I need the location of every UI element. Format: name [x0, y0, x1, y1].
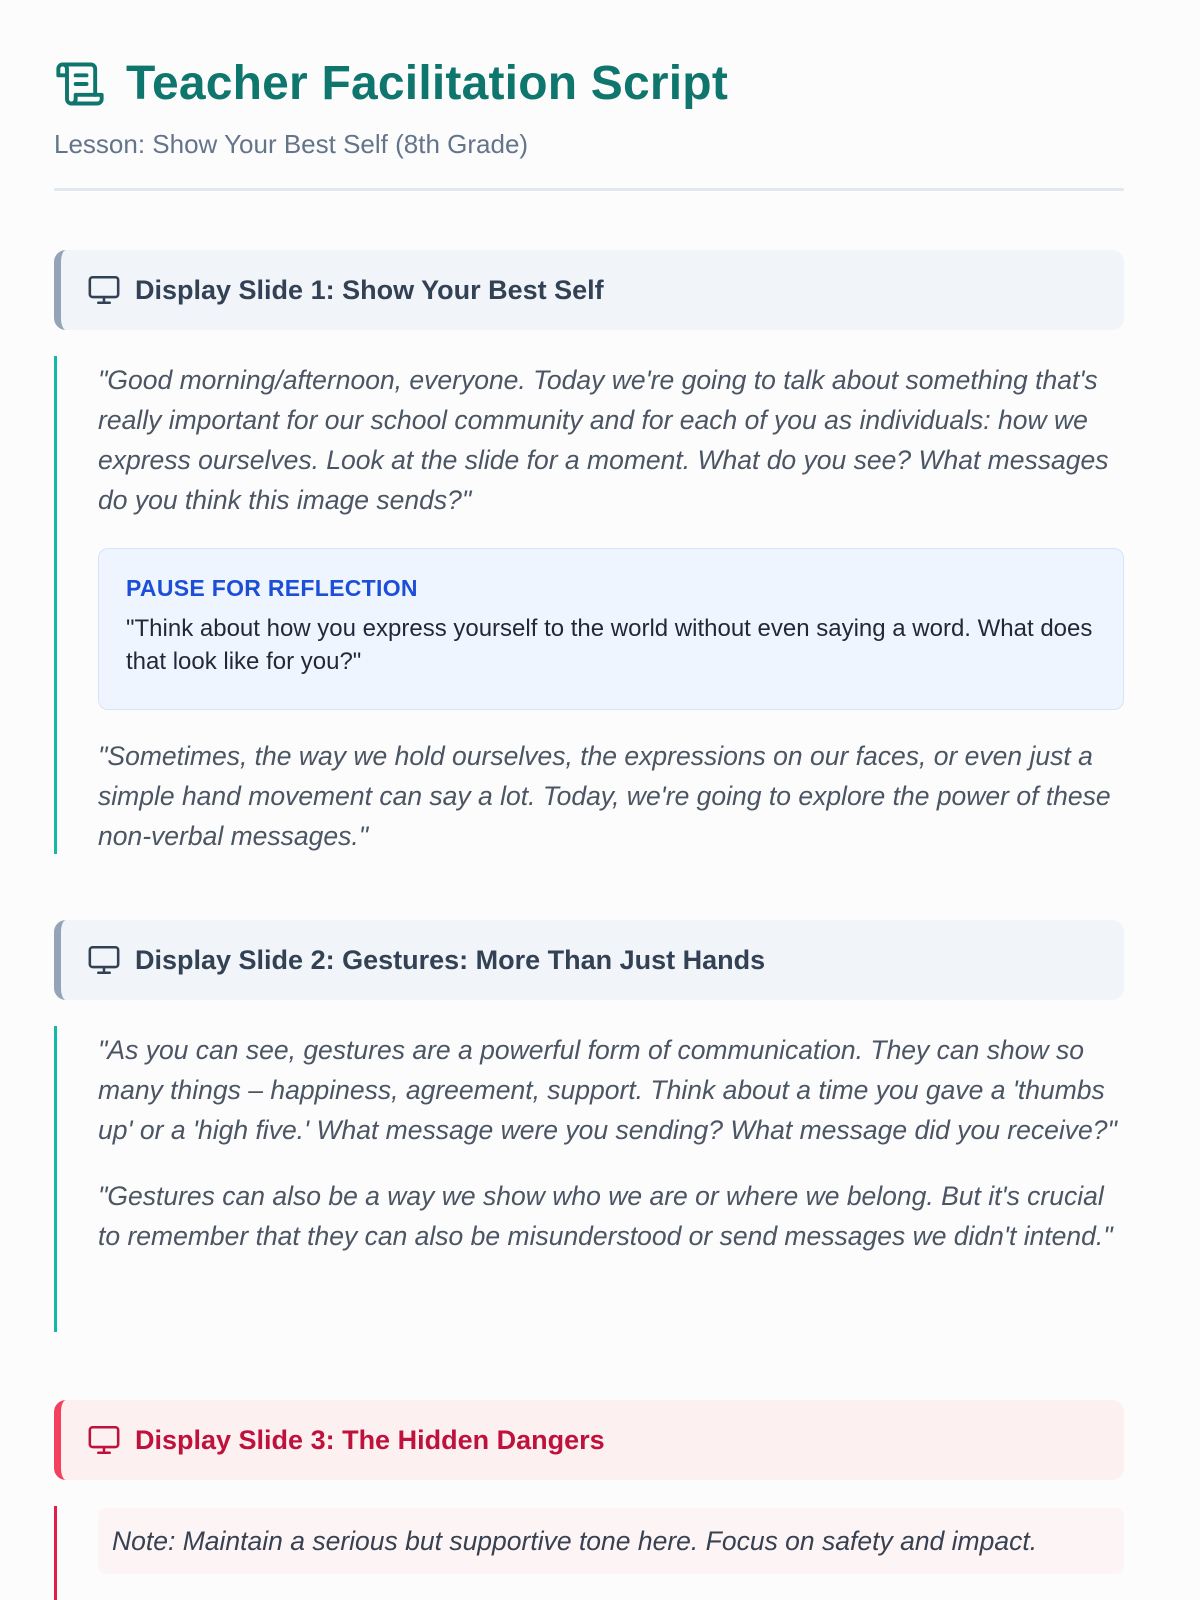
- header-divider: [54, 188, 1124, 191]
- monitor-icon: [87, 943, 121, 977]
- slide-2-quote-2: "Gestures can also be a way we show who we are or where we belong. But it's crucial to remember that they can also be misunderstood or send messages we didn't intend.": [98, 1181, 1113, 1251]
- page-title: Teacher Facilitation Script: [126, 57, 729, 110]
- pause-for-reflection-box: [98, 548, 1124, 710]
- slide-3-script: [54, 1506, 1124, 1600]
- slide-1-header: [54, 250, 1124, 330]
- slide-1-quote-1: "Good morning/afternoon, everyone. Today we're going to talk about something that's really important for our school community and for each of you as individuals: how we express ourselves. Look at the slide for a moment. What do you see? What messages do you think this image sends?": [98, 365, 1109, 515]
- monitor-icon: [87, 1423, 121, 1457]
- pause-label: PAUSE FOR REFLECTION: [126, 575, 418, 601]
- monitor-icon: [87, 273, 121, 307]
- slide-2-title: Display Slide 2: Gestures: More Than Just Hands: [135, 944, 766, 975]
- slide-2-script: [54, 1026, 1124, 1332]
- lesson-subtitle: Lesson: Show Your Best Self (8th Grade): [54, 129, 529, 159]
- scroll-icon: [54, 58, 106, 110]
- page-header: [54, 0, 1124, 191]
- title-row: [54, 56, 1124, 111]
- tone-note: Note: Maintain a serious but supportive tone here. Focus on safety and impact.: [98, 1508, 1124, 1574]
- slide-3-title: Display Slide 3: The Hidden Dangers: [135, 1424, 605, 1455]
- slide-2-quote-1: "As you can see, gestures are a powerful form of communication. They can show so many things – happiness, agreement, support. Think about a time you gave a 'thumbs up' or a 'high five.' What message were you sending? What message did you receive?": [98, 1035, 1117, 1145]
- slide-1-title: Display Slide 1: Show Your Best Self: [135, 274, 604, 305]
- slide-3-header: [54, 1400, 1124, 1480]
- slide-1-script: [54, 356, 1124, 854]
- slide-1-quote-2: "Sometimes, the way we hold ourselves, the expressions on our faces, or even just a simple hand movement can say a lot. Today, we're going to explore the power of these non-verbal messages.": [98, 741, 1111, 851]
- slide-2-header: [54, 920, 1124, 1000]
- pause-text: "Think about how you express yourself to the world without even saying a word. What does that look like for you?": [126, 615, 1093, 675]
